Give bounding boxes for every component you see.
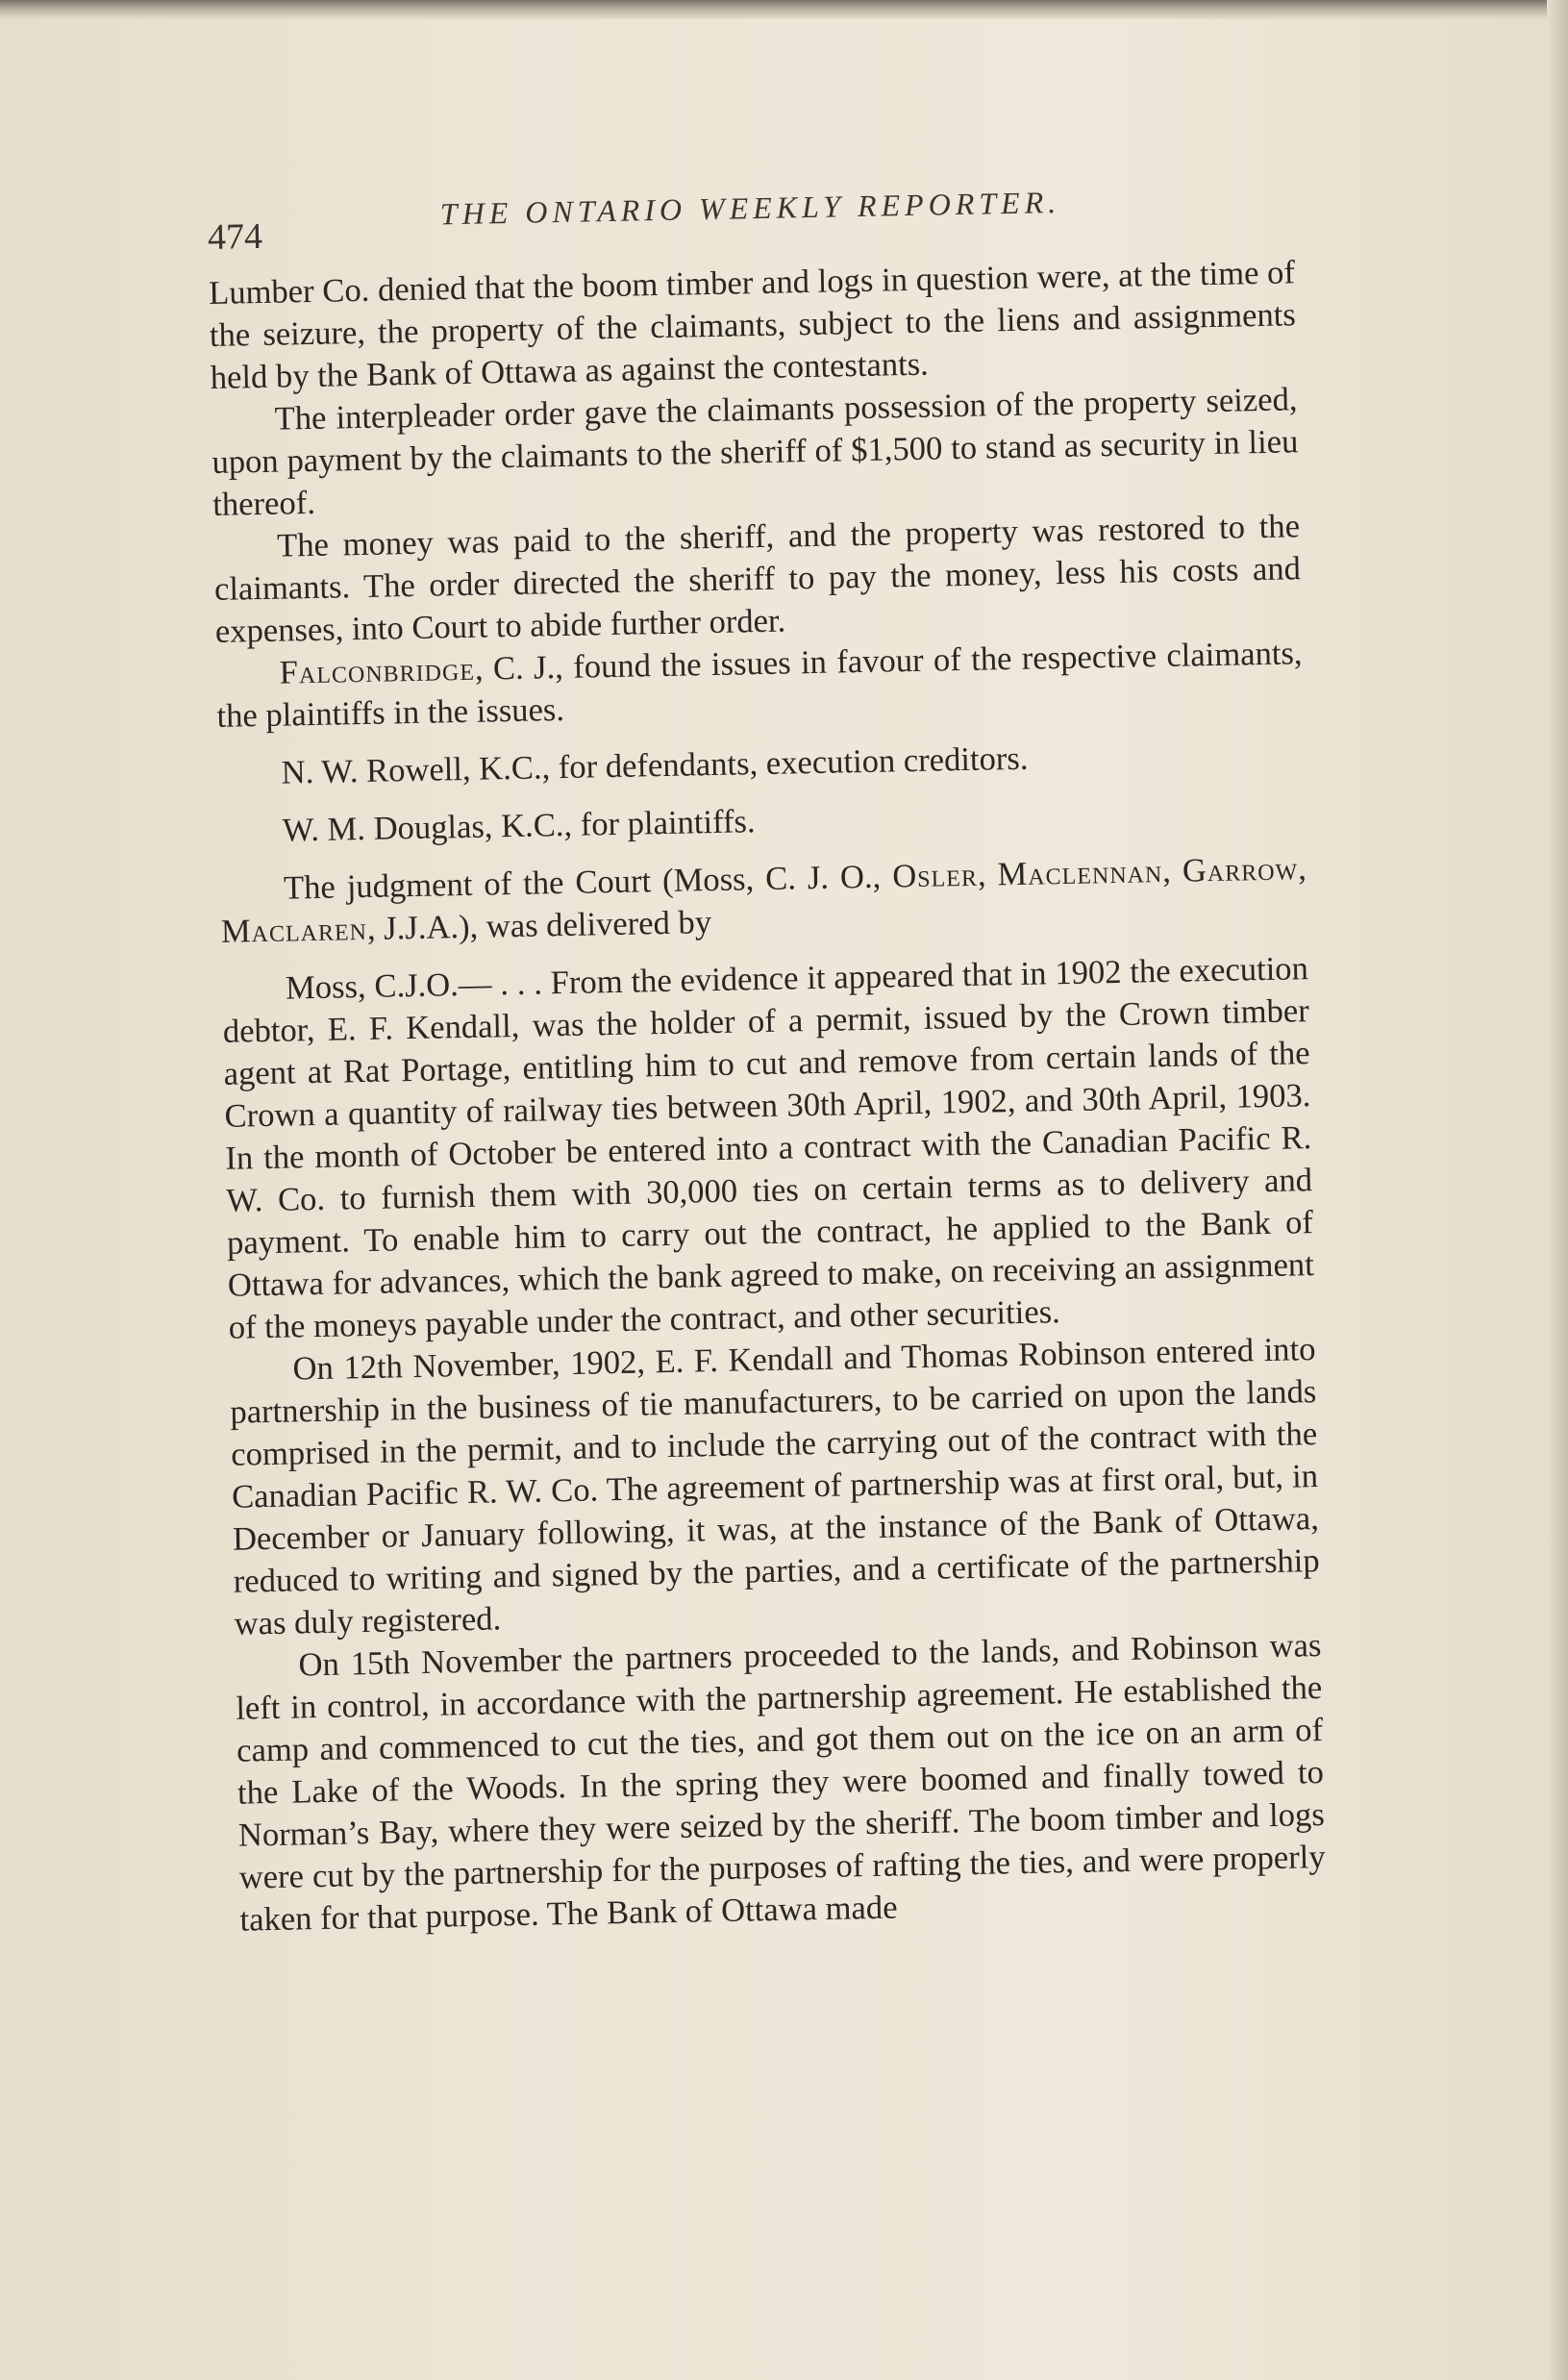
paragraph-money-paid [213,505,1302,653]
text-segment: The money was paid to the sheriff, and the property was restored to the claimants. The order directed the sheriff to pay the money, less his costs and expenses, into Court to abide further order. [213,508,1302,650]
judge-name: Garrow [1182,850,1299,889]
judge-name: Maclennan [997,853,1163,893]
text-segment: On 12th November, 1902, E. F. Kendall and Thomas Robinson entered into partnership in the business of tie manufacturers, to be carried on upon the lands comprised in the permit, and to include the carrying out of the contract with the Canadian Pacific R. W. Co. The agreement of partnership was at first oral, but, in December or January following, it was, at the instance of the Bank of Ottawa, reduced to writing and signed by the parties, and a certificate of the partnership was duly registered. [230,1331,1320,1642]
page-number: 474 [207,215,263,258]
text-segment: On 15th November the partners proceeded to the lands, and Robinson was left in control, in accordance with the partnership agreement. He established the camp and commenced to cut the ties, and got them out on the ice on an arm of the Lake of the Woods. In the spring they were boomed and finally towed to Norman’s Bay, where they were seized by the sheriff. The boom timber and logs were cut by the partnership for the purposes of rafting the ties, and were properly taken for that purpose. The Bank of Ottawa made [236,1627,1326,1939]
text-segment: , C. J., found the issues in favour of the respective claimants, the plaintiffs in the issues. [216,635,1303,735]
paragraph-interpleader-order [211,378,1299,526]
page-right-edge-shadow [1547,0,1568,2380]
text-segment: N. W. Rowell, K.C., for defendants, execution creditors. [281,739,1029,791]
text-segment: , J.J.A.), was delivered by [366,904,712,947]
text-segment: , [1297,850,1307,888]
body-text [209,251,1327,1941]
counsel-defendants [217,732,1305,795]
text-segment: Lumber Co. denied that the boom timber and logs in question were, at the time of the seizure, the property of the claimants, subject to the liens and assignments held by the Bank of Ottawa as against the contestants. [208,254,1297,396]
judge-name: Maclaren [220,910,368,950]
journal-title: THE ONTARIO WEEKLY REPORTER. [439,184,1061,232]
paragraph-judgment-of-court [220,847,1307,953]
text-segment: The interpleader order gave the claimants possession of the property seized, upon payment by the claimants to the sheriff of $1,500 to stand as security in lieu thereof. [212,381,1299,523]
paragraph-continuation [209,251,1297,399]
judge-name: Osler [891,856,979,895]
paragraph-moss-judgment [222,947,1315,1349]
text-segment: W. M. Douglas, K.C., for plaintiffs. [282,803,756,849]
judge-name: Falconbridge [279,650,476,691]
text-segment: , [1161,852,1183,890]
counsel-plaintiffs [218,789,1306,853]
paragraph-partnership [229,1328,1321,1645]
page-top-edge-shadow [0,0,1568,19]
running-head [207,166,1294,264]
text-segment: , [977,856,998,893]
text-segment: The judgment of the Court (Moss, C. J. O., [283,858,893,907]
text-segment: Moss, C.J.O.— . . . From the evidence it appeared that in 1902 the execution debtor, E. F. Kendall, was the holder of a permit, issued by the Crown timber agent at Rat Portage, entitling him to cut and remove from certain lands of the Crown a quantity of railway ties between 30th April, 1902, and 30th April, 1903. In the month of October be entered into a contract with the Canadian Pacific R. W. Co. to furnish them with 30,000 ties on certain terms as to delivery and payment. To enable him to carry out the contract, he applied to the Bank of Ottawa for advances, which the bank agreed to make, on receiving an assignment of the moneys payable under the contract, and other securities. [222,950,1315,1346]
paragraph-ties-seized [235,1624,1327,1942]
page-content [207,166,1327,1941]
